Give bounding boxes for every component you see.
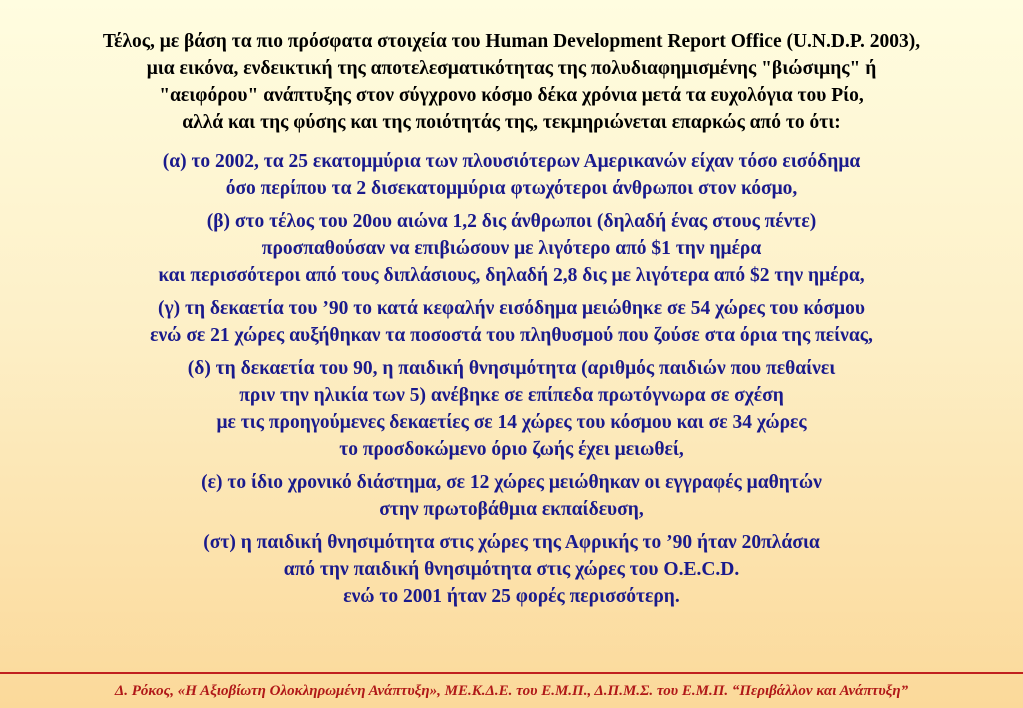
- point-line: προσπαθούσαν να επιβιώσουν με λιγότερο από $1 την ημέρα: [261, 238, 762, 259]
- footer-divider: [0, 672, 1023, 674]
- point-line: όσο περίπου τα 2 δισεκατομμύρια φτωχότεροι άνθρωποι στον κόσμο,: [225, 178, 798, 199]
- point-line: στην πρωτοβάθμια εκπαίδευση,: [379, 499, 644, 520]
- point-d: [0, 355, 1023, 463]
- point-b: [0, 208, 1023, 289]
- point-line: (ε) το ίδιο χρονικό διάστημα, σε 12 χώρες μειώθηκαν οι εγγραφές μαθητών: [201, 472, 822, 493]
- point-line: με τις προηγούμενες δεκαετίες σε 14 χώρες του κόσμου και σε 34 χώρες: [216, 412, 807, 433]
- point-line: και περισσότεροι από τους διπλάσιους, δηλαδή 2,8 δις με λιγότερα από $2 την ημέρα,: [158, 265, 865, 286]
- point-line: πριν την ηλικία των 5) ανέβηκε σε επίπεδα πρωτόγνωρα σε σχέση: [239, 385, 784, 406]
- footer-citation: Δ. Ρόκος, «Η Αξιοβίωτη Ολοκληρωμένη Ανάπτυξη», ΜΕ.Κ.Δ.Ε. του Ε.Μ.Π., Δ.Π.Μ.Σ. του Ε.Μ.Π. “Περιβάλλον και Ανάπτυξη”: [114, 683, 909, 699]
- point-e: [0, 469, 1023, 523]
- point-line: (α) το 2002, τα 25 εκατομμύρια των πλουσιότερων Αμερικανών είχαν τόσο εισόδημα: [162, 151, 861, 172]
- points-list: [0, 148, 1023, 616]
- point-line: (β) στο τέλος του 20ου αιώνα 1,2 δις άνθρωποι (δηλαδή ένας στους πέντε): [206, 211, 817, 232]
- point-line: (γ) τη δεκαετία του ’90 το κατά κεφαλήν εισόδημα μειώθηκε σε 54 χώρες του κόσμου: [158, 298, 865, 319]
- intro-line: αλλά και της φύσης και της ποιότητάς της, τεκμηριώνεται επαρκώς από το ότι:: [182, 112, 841, 133]
- point-line: το προσδοκώμενο όριο ζωής έχει μειωθεί,: [339, 439, 684, 460]
- point-line: ενώ σε 21 χώρες αυξήθηκαν τα ποσοστά του πληθυσμού που ζούσε στα όρια της πείνας,: [150, 325, 873, 346]
- point-c: [0, 295, 1023, 349]
- intro-paragraph: [0, 28, 1023, 136]
- point-line: από την παιδική θνησιμότητα στις χώρες του O.E.C.D.: [283, 559, 740, 580]
- point-line: (δ) τη δεκαετία του 90, η παιδική θνησιμότητα (αριθμός παιδιών που πεθαίνει: [187, 358, 836, 379]
- point-line: (στ) η παιδική θνησιμότητα στις χώρες της Αφρικής το ’90 ήταν 20πλάσια: [203, 532, 820, 553]
- point-f: [0, 529, 1023, 610]
- point-line: ενώ το 2001 ήταν 25 φορές περισσότερη.: [343, 586, 680, 607]
- intro-line: Τέλος, με βάση τα πιο πρόσφατα στοιχεία του Human Development Report Office (U.N.D.P. 2003),: [102, 31, 921, 52]
- point-a: [0, 148, 1023, 202]
- intro-line: "αειφόρου" ανάπτυξης στον σύγχρονο κόσμο δέκα χρόνια μετά τα ευχολόγια του Ρίο,: [159, 85, 864, 106]
- intro-line: μια εικόνα, ενδεικτική της αποτελεσματικότητας της πολυδιαφημισμένης "βιώσιμης" ή: [146, 58, 877, 79]
